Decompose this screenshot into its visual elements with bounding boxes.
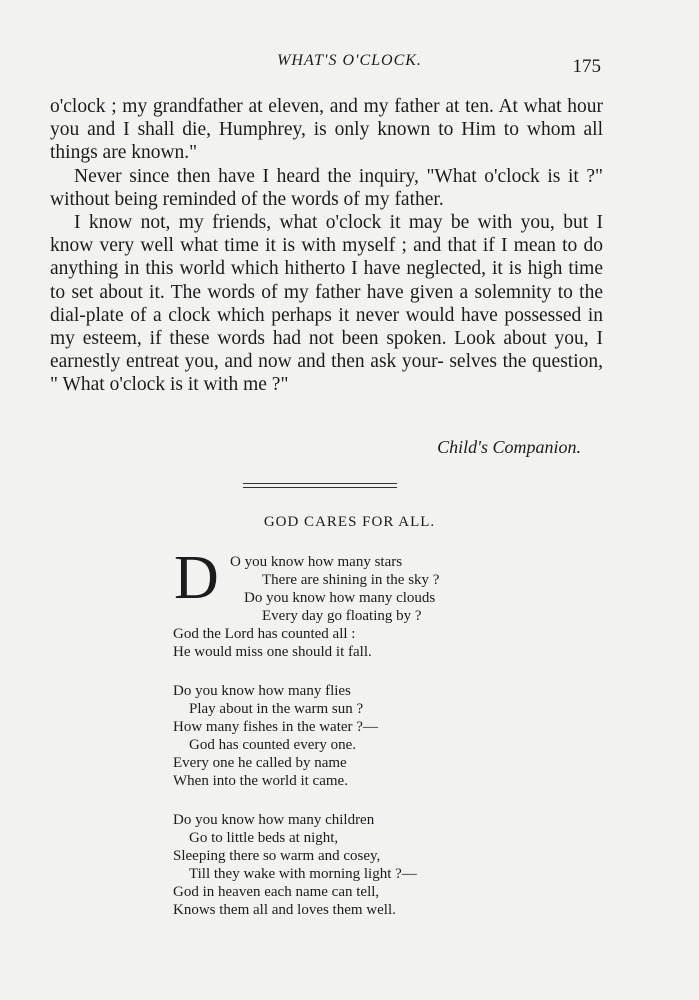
poem-line: Knows them all and loves them well.	[173, 902, 396, 918]
poem-line: How many fishes in the water ?—	[173, 719, 378, 735]
poem-line: Till they wake with morning light ?—	[189, 866, 417, 882]
poem-line: There are shining in the sky ?	[262, 572, 440, 588]
poem-line: Do you know how many clouds	[244, 590, 436, 606]
prose-paragraph: I know not, my friends, what o'clock it may be with you, but I know very well what time it is with myself ; and that if I mean to do anything in this world which hitherto I have neglected, it is high time to set about it. The words of my father have given a solemnity to the dial-plate of a clock which perhaps it never would have possessed in my esteem, if these words had not been spoken. Look about you, I earnestly entreat you, and now and then ask your- selves the question, " What o'clock is it with me ?"	[50, 212, 603, 396]
page-number: 175	[572, 56, 601, 77]
prose-paragraph: Never since then have I heard the inquiry, "What o'clock is it ?" without being reminded of the words of my father.	[50, 165, 603, 210]
poem-line: Do you know how many children	[173, 812, 375, 828]
poem-line: God the Lord has counted all :	[173, 626, 356, 642]
running-head: WHAT'S O'CLOCK.	[277, 52, 422, 69]
poem-line: Sleeping there so warm and cosey,	[173, 848, 381, 864]
poem-line: He would miss one should it fall.	[173, 644, 372, 660]
poem-line: Every one he called by name	[173, 755, 347, 771]
prose-paragraph: o'clock ; my grandfather at eleven, and my father at ten. At what hour you and I shall die, Humphrey, is only known to Him to whom all things are known."	[50, 96, 603, 164]
poem-line: When into the world it came.	[173, 773, 348, 789]
poem-line: Go to little beds at night,	[189, 830, 339, 846]
poem-line: God has counted every one.	[189, 737, 357, 753]
poem-line: Do you know how many flies	[173, 683, 351, 699]
drop-cap: D	[174, 544, 219, 612]
poem-title: GOD CARES FOR ALL.	[263, 514, 436, 530]
poem-line: O you know how many stars	[230, 554, 403, 570]
poem-line: God in heaven each name can tell,	[173, 884, 380, 900]
poem-line: Every day go floating by ?	[262, 608, 422, 624]
attribution: Child's Companion.	[437, 437, 581, 457]
poem-line: Play about in the warm sun ?	[189, 701, 364, 717]
